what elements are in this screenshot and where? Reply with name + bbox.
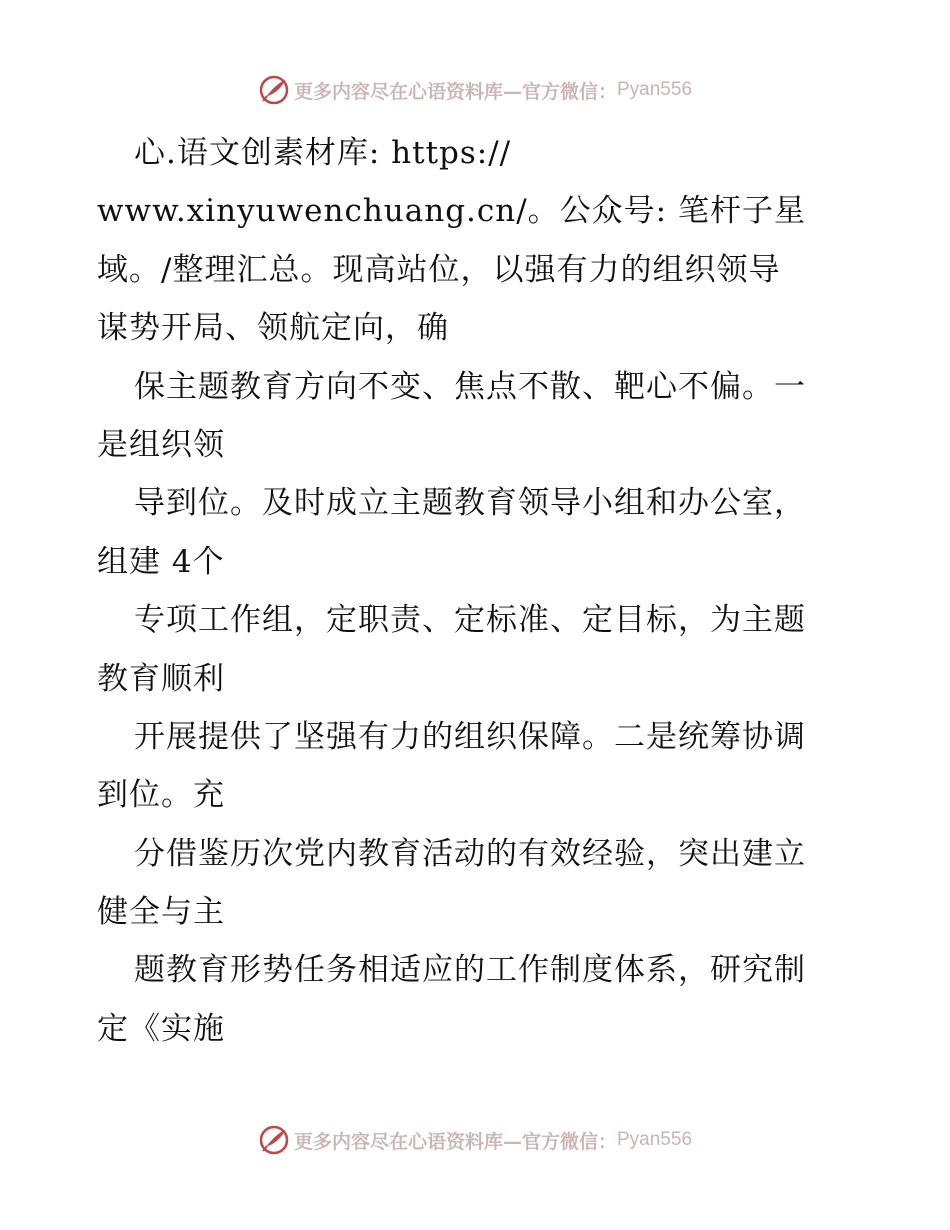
- body-line: www.xinyuwenchuang.cn/。公众号: 笔杆子星: [97, 193, 806, 230]
- body-line: 开展提供了坚强有力的组织保障。二是统筹协调: [134, 718, 806, 755]
- body-line: 是组织领: [97, 426, 225, 463]
- body-line: 域。/整理汇总。现高站位，以强有力的组织领导: [97, 251, 781, 288]
- body-line: 分借鉴历次党内教育活动的有效经验，突出建立: [134, 835, 806, 872]
- body-line: 心.语文创素材库: https://: [134, 135, 512, 171]
- body-line: 保主题教育方向不变、焦点不散、靶心不偏。一: [134, 368, 806, 405]
- body-line: 定《实施: [97, 1010, 225, 1047]
- body-line: 健全与主: [97, 894, 225, 931]
- body-line: 导到位。及时成立主题教育领导小组和办公室，: [134, 485, 806, 522]
- footer-banner: [0, 1120, 950, 1160]
- quill-logo-icon: [258, 74, 290, 106]
- body-line: 教育顺利: [97, 660, 225, 697]
- header-banner-text: 更多内容尽在心语资料库—官方微信：: [293, 80, 617, 103]
- header-banner-wechat-id: Pyan556: [617, 79, 693, 100]
- document-body: [97, 124, 877, 1058]
- header-banner: [0, 70, 950, 110]
- body-line: 专项工作组，定职责、定标准、定目标，为主题: [134, 602, 806, 639]
- body-line: 到位。充: [97, 777, 225, 814]
- body-line: 谋势开局、领航定向，确: [97, 310, 449, 347]
- quill-logo-icon: [258, 1124, 290, 1156]
- body-line: 题教育形势任务相适应的工作制度体系，研究制: [134, 952, 806, 989]
- body-line: 组建 4个: [97, 543, 225, 580]
- footer-banner-text: 更多内容尽在心语资料库—官方微信：: [293, 1130, 617, 1153]
- footer-banner-wechat-id: Pyan556: [617, 1129, 693, 1150]
